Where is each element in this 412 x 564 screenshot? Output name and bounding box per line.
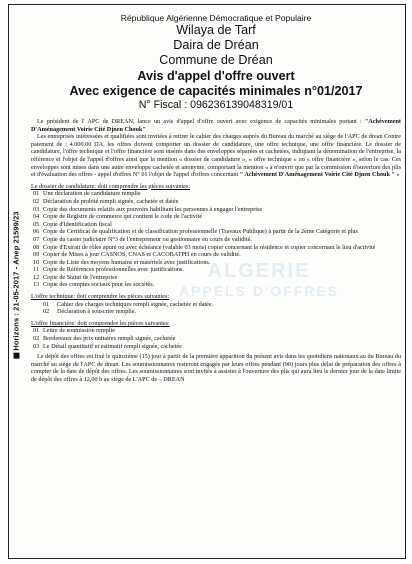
list-item: 02 Déclaration de probité rempli signée, cachetée et datée	[33, 197, 179, 205]
watermark-sub: APPELS D'OFFRES	[178, 283, 340, 299]
document-page	[8, 4, 406, 559]
notice-subtitle: Avec exigence de capacités minimales n°01/2017	[69, 84, 363, 98]
list-item: 05 Copie d'Identification fiscal	[33, 220, 112, 228]
financiere-heading: L'offre financière: doit comprendre les pièces suivantes:	[31, 319, 170, 327]
financiere-list	[31, 327, 401, 350]
list-item: 01 Lettre de soumission remplie	[33, 327, 115, 335]
technique-heading: L'offre technique: doit comprendre les pièces suivantes:	[31, 293, 170, 301]
list-item: 11 Copie de Références professionnelles avec justifications.	[33, 266, 184, 274]
wilaya-line: Wilaya de Tarf	[176, 23, 256, 37]
list-item: 03 Le Détail quantitatif et estimatif rempli signée, cachetée	[33, 342, 182, 350]
list-item: 12 Copie de Statut de l'entreprise	[33, 273, 118, 281]
list-item: 06 Copie de Certificat de qualification et de classification professionnelle (Travaux Publique) à partir de la 2ème Catégorie et plus	[33, 228, 358, 236]
list-item: 04 Copie de Registre de commerce qui contient le code de l'activité	[33, 213, 203, 221]
list-item: 01 Cahier des charges techniques rempli signée, cachetée et datée.	[43, 300, 214, 308]
notice-header	[31, 13, 401, 112]
instructions-paragraph: Les entreprises intéressées et qualifiées sont invitées à retirer le cahier des charges auprès du Bureau du marché au siège de l'APC de drean Contre paiement de : 4.000.00 DA, les offres doivent comporter un dossier de candidature, une offre technique, une offre financière. Le dossier de candidature, l'offre technique et l'offre financière sont insérés dans des enveloppes séparées et cachetées, indiquant la dénomination de l'entreprise, la référence et l'objet de l'appel d'offres ainsi que la mention « dossier de candidature », « offre technique » ou « offre financière », selon le cas. Ces enveloppes sont mises dans une autre enveloppe cachetée et anonyme, comportant la mention « à n'ouvrir que par la commission d'ouverture des plis et d'évaluation des offres - appel d'offres N° 01 l'objet de l'appel d'offres concernant " Achèvement D'Aménagement Voirie Cité Djnen Chouk " »	[31, 133, 401, 179]
list-item: 08 Copie d'Extrait de rôles apuré ou avec échéance (valable 03 mois) copier concernant la résidence et copier concernant le lieu d'activité	[33, 243, 376, 251]
notice-body	[31, 118, 401, 384]
list-item: 07 Copie du casier judiciaire N°3 de l'entrepreneur ou gestionnaire en cours de validité.	[33, 235, 252, 243]
intro-paragraph: Le président de l' APC de DREAN, lance un avis d'appel d'offre ouvert avec exigence de capacités minimales portant : "Achèvement D'Aménagement Voirie Cité Djnen Chouk"	[31, 118, 401, 133]
watermark: ALGERIE	[207, 260, 311, 282]
list-item: 02 Déclaration à souscrire remplie.	[43, 308, 137, 316]
daira-line: Daira de Dréan	[173, 38, 259, 52]
technique-list	[31, 301, 401, 316]
dossier-heading: Le dossier de candidature: doit comprendre les pièces suivantes:	[31, 182, 191, 190]
newspaper-reference: Horizons : 21-05-2017 - Anep 21599/23	[11, 155, 21, 415]
list-item: 10 Copie de Liste des moyens humains et matériels avec justifications.	[33, 258, 211, 266]
notice-title: Avis d'appel d'offre ouvert	[137, 69, 295, 83]
fiscal-number: N° Fiscal : 096236139048319/01	[138, 99, 294, 111]
list-item: 03 Copie des documents relatifs aux pouvoirs habilitant les personnes à engager l'entreprise	[33, 205, 263, 213]
list-item: 13 Copie des comptes sociaux pour les sociétés.	[33, 281, 155, 289]
list-item: 01 Une déclaration de candidature remplie	[33, 190, 141, 198]
list-item: 09 Copier de Mises à jour CASNOS, CNAS et CACOBATPH en cours de validité.	[33, 251, 241, 259]
dossier-list	[31, 190, 401, 289]
list-item: 02 Bordereaux des prix unitaires rempli signée, cachetée	[33, 335, 176, 343]
notice-content	[31, 13, 401, 384]
closing-paragraph: Le dépôt des offres est fixé le quinzième (15) jour à partir de la première apparition du présent avis dans les quotidiens nationaux au du Bureau du marché au siège de l'APC de drean. Les soumissionnaires resteront engagés par leurs offres pendant (90) jours plus délai de préparation des offres à compter de la date de dépôt des offres. Les soumissionnaires sont invités à assister à l'ouverture des plis qui aura lieu le dernier jour de la date limite de dépôt des offres à 12,00 h au siège de L'APC de – DREAN	[31, 353, 401, 383]
commune-line: Commune de Dréan	[159, 53, 273, 67]
republic-line: République Algérienne Démocratique et Populaire	[120, 13, 312, 23]
square-bullet-icon	[14, 353, 20, 359]
